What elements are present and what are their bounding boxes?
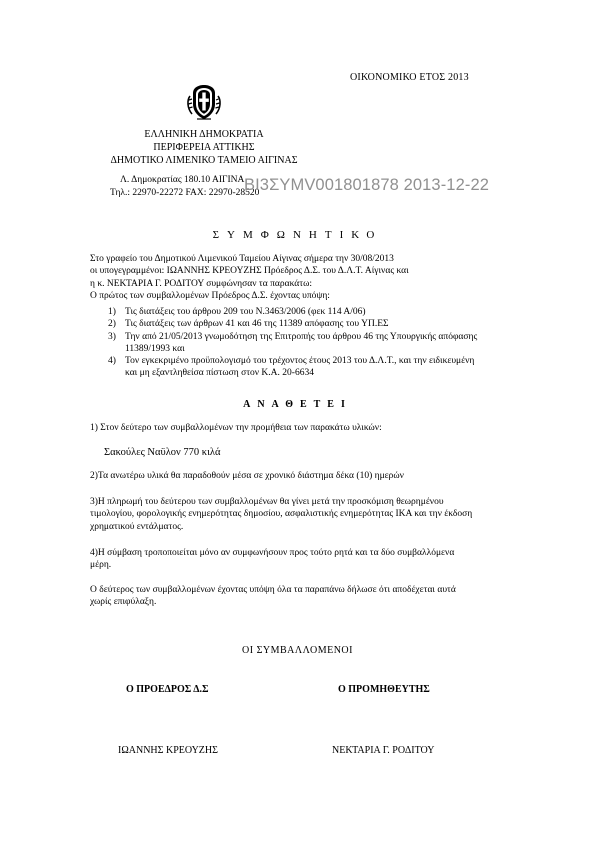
list-item-number: 4) bbox=[108, 356, 116, 367]
president-title: Ο ΠΡΟΕΔΡΟΣ Δ.Σ bbox=[126, 684, 209, 695]
closing-paragraph bbox=[90, 584, 456, 609]
org-line-fund: ΔΗΜΟΤΙΚΟ ΛΙΜΕΝΙΚΟ ΤΑΜΕΙΟ ΑΙΓΙΝΑΣ bbox=[110, 155, 298, 166]
organization-header bbox=[90, 128, 318, 167]
closing-line: χωρίς επιφύλαξη. bbox=[90, 597, 157, 608]
clause-line: μέρη. bbox=[90, 560, 112, 571]
document-title: ΣΥΜΦΩΝΗΤΙΚΟ bbox=[212, 229, 383, 241]
assign-heading: ΑΝΑΘΕΤΕΙ bbox=[243, 399, 352, 410]
list-item-number: 2) bbox=[108, 319, 116, 330]
list-item bbox=[108, 306, 477, 318]
clause-1: 1) Στον δεύτερο των συμβαλλομένων την προμήθεια των παρακάτω υλικών: bbox=[90, 423, 382, 433]
list-item-number: 1) bbox=[108, 307, 116, 317]
clause-3 bbox=[90, 496, 472, 533]
supplier-title: Ο ΠΡΟΜΗΘΕΥΤΗΣ bbox=[338, 684, 430, 695]
list-item-text: Τις διατάξεις των άρθρων 41 και 46 της 11389 απόφασης του ΥΠ.ΕΣ bbox=[125, 319, 389, 330]
list-item-text: 11389/1993 και bbox=[125, 343, 185, 354]
intro-paragraph bbox=[90, 253, 409, 302]
list-item bbox=[108, 355, 477, 380]
intro-line: η κ. ΝΕΚΤΑΡΙΑ Γ. ΡΟΔΙΤΟΥ συμφώνησαν τα παρακάτω: bbox=[90, 278, 312, 289]
president-name: ΙΩΑΝΝΗΣ ΚΡΕΟΥΖΗΣ bbox=[118, 745, 218, 756]
org-line-country: ΕΛΛΗΝΙΚΗ ΔΗΜΟΚΡΑΤΙΑ bbox=[144, 129, 264, 140]
list-item-number: 3) bbox=[108, 331, 116, 342]
list-item bbox=[108, 318, 477, 330]
clause-line: 4)Η σύμβαση τροποποιείται μόνο αν συμφωνήσουν προς τούτο ρητά και τα δύο συμβαλλόμενα bbox=[90, 548, 455, 558]
list-item-text: Τις διατάξεις του άρθρου 209 του Ν.3463/2006 (φεκ 114 Α/06) bbox=[125, 307, 366, 317]
supplier-name: ΝΕΚΤΑΡΙΑ Γ. ΡΟΔΙΤΟΥ bbox=[332, 745, 435, 756]
org-line-region: ΠΕΡΙΦΕΡΕΙΑ ΑΤΤΙΚΗΣ bbox=[153, 142, 255, 153]
clause-line: 3)Η πληρωμή του δεύτερου των συμβαλλομένων θα γίνει μετά την προσκόμιση θεωρημένου bbox=[90, 497, 444, 507]
list-item-text: Τον εγκεκριμένο προϋπολογισμό του τρέχοντος έτους 2013 του Δ.Λ.Τ., και την ειδικευμένη bbox=[125, 356, 475, 367]
clause-line: χρηματικού εντάλματος. bbox=[90, 521, 184, 532]
document-watermark: ΒΙ3ΣΥΜV001801878 2013-12-22 bbox=[244, 176, 489, 194]
clause-2: 2)Τα ανωτέρω υλικά θα παραδοθούν μέσα σε χρονικό διάστημα δέκα (10) ημερών bbox=[90, 471, 404, 481]
intro-line: Ο πρώτος των συμβαλλομένων Πρόεδρος Δ.Σ. έχοντας υπόψη: bbox=[90, 290, 330, 301]
signatures-heading: ΟΙ ΣΥΜΒΑΛΛΟΜΕΝΟΙ bbox=[242, 645, 353, 656]
greek-coat-of-arms-icon bbox=[184, 82, 224, 122]
intro-line: Στο γραφείο του Δημοτικού Λιμενικού Ταμείου Αίγινας σήμερα την 30/08/2013 bbox=[90, 254, 394, 264]
phone-line: Τηλ.: 22970-22272 FAX: 22970-28520 bbox=[110, 187, 260, 198]
clause-4 bbox=[90, 547, 454, 572]
considerations-list bbox=[108, 306, 477, 380]
address-line: Λ. Δημοκρατίας 180.10 ΑΙΓΙΝΑ bbox=[120, 175, 245, 185]
closing-line: Ο δεύτερος των συμβαλλομένων έχοντας υπόψη όλα τα παραπάνω δήλωσε ότι αποδέχεται αυτά bbox=[90, 585, 456, 595]
product-line: Σακούλες Ναϋλον 770 κιλά bbox=[104, 447, 221, 458]
list-item bbox=[108, 331, 477, 356]
clause-line: τιμολογίου, φορολογικής ενημερότητας δημοσίου, ασφαλιστικής ενημερότητας ΙΚΑ και την έκδοση bbox=[90, 509, 473, 520]
list-item-text: και μη εξαντληθείσα πίστωση στον Κ.Α. 20-6634 bbox=[125, 368, 314, 379]
intro-line: οι υπογεγραμμένοι: ΙΩΑΝΝΗΣ ΚΡΕΟΥΖΗΣ Πρόεδρος Δ.Σ. του Δ.Λ.Τ. Αίγινας και bbox=[90, 266, 409, 277]
fiscal-year: ΟΙΚΟΝΟΜΙΚΟ ΕΤΟΣ 2013 bbox=[350, 72, 469, 83]
list-item-text: Την από 21/05/2013 γνωμοδότηση της Επιτροπής του άρθρου 46 της Υπουργικής απόφασης bbox=[125, 331, 478, 342]
